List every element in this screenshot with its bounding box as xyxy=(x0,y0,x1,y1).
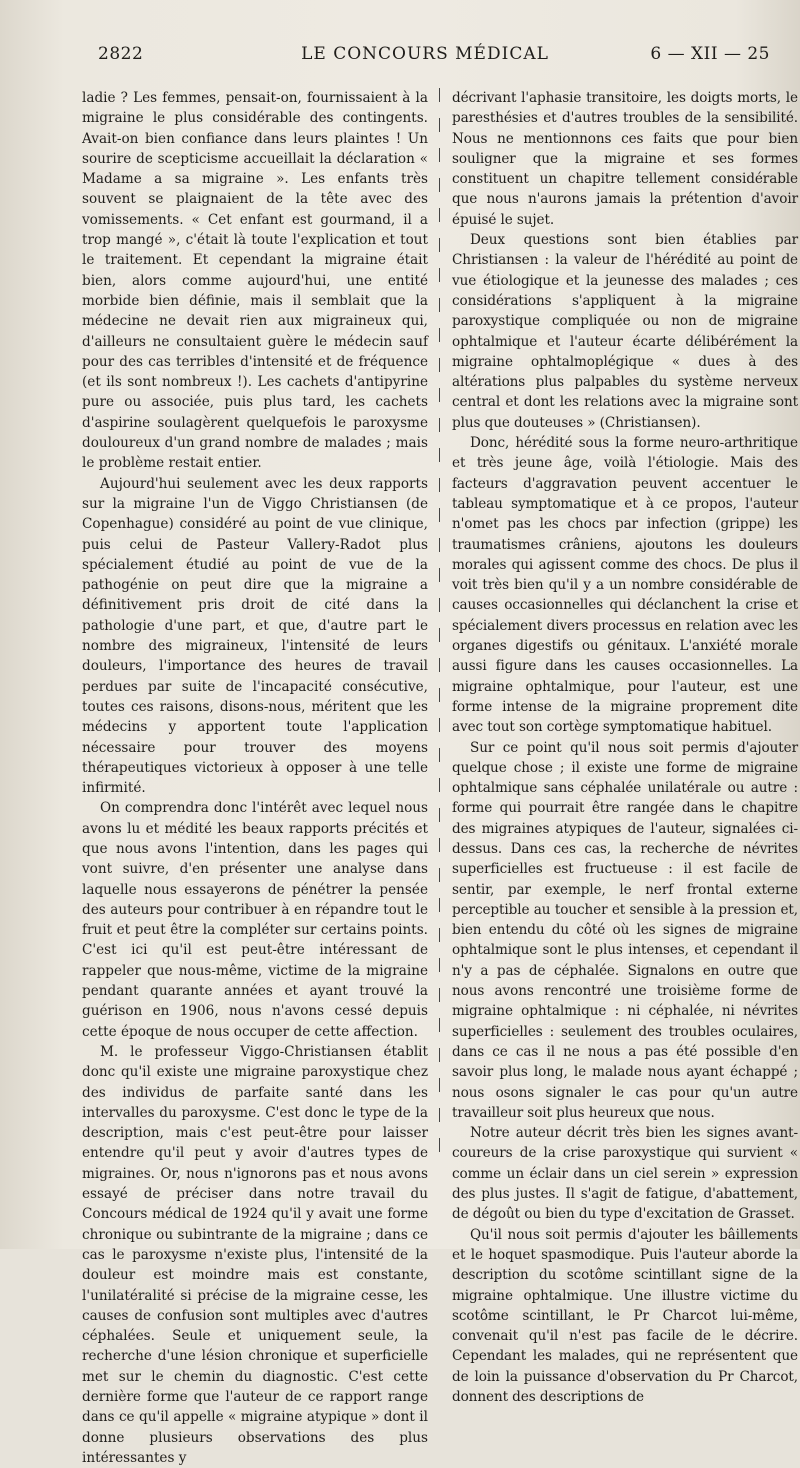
right-paragraph-2: Deux questions sont bien établies par Christiansen : la valeur de l'hérédité au point de vue étiologique et la jeunesse des malades ; ces considérations s'appliquent à la migraine paroxystique compliquée ou non de migraine ophtalmique et l'auteur écarte délibérément la migraine ophtalmoplégique « dues à des altérations plus palpables du système nerveux central et dont les relations avec la migraine sont plus que douteuses » (Christiansen). xyxy=(452,232,798,431)
left-column xyxy=(82,88,428,1468)
left-paragraph-2: Aujourd'hui seulement avec les deux rapports sur la migraine l'un de Viggo Christiansen (de Copenhague) considéré au point de vue clinique, puis celui de Pasteur Vallery-Radot plus spécialement étudié au point de vue de la pathogénie on peut dire que la migraine a définitivement pris droit de cité dans la pathologie d'une part, et que, d'autre part le nombre des migraineux, l'intensité de leurs douleurs, l'importance des heures de travail perdues par suite de l'incapacité consécutive, toutes ces raisons, disons-nous, méritent que les médecins y apportent toute l'application nécessaire pour trouver des moyens thérapeutiques victorieux à opposer à une telle infirmité. xyxy=(82,475,428,797)
page-header xyxy=(80,44,770,72)
left-paragraph-1: ladie ? Les femmes, pensait-on, fournissaient à la migraine le plus considérable des contingents. Avait-on bien confiance dans leurs plaintes ! Un sourire de scepticisme accueillait la déclaration « Madame a sa migraine ». Les enfants très souvent se plaignaient de la tête avec des vomissements. « Cet enfant est gourmand, il a trop mangé », c'était là toute l'explication et tout le traitement. Et cependant la migraine était bien, alors comme aujourd'hui, une entité morbide bien définie, mais il semblait que la médecine ne devait rien aux migraineux qui, d'ailleurs ne consultaient guère le médecin sauf pour des cas terribles d'intensité et de fréquence (et ils sont nombreux !). Les cachets d'antipyrine pure ou associée, puis plus tard, les cachets d'aspirine soulagèrent quelquefois le paroxysme douloureux d'un grand nombre de malades ; mais le problème restait entier. xyxy=(82,90,428,472)
page-number: 2822 xyxy=(98,44,144,64)
left-paragraph-4: M. le professeur Viggo-Christiansen établit donc qu'il existe une migraine paroxystique chez des individus de parfaite santé dans les intervalles du paroxysme. C'est donc le type de la description, mais c'est peut-être pour laisser entendre qu'il peut y avoir d'autres types de migraines. Or, nous n'ignorons pas et nous avons essayé de préciser dans notre travail du Concours médical de 1924 qu'il y avait une forme chronique ou subintrante de la migraine ; dans ce cas le paroxysme n'existe plus, l'intensité de la douleur est moindre mais est constante, l'unilatéralité si précise de la migraine cesse, les causes de confusion sont multiples avec d'autres céphalées. Seule et uniquement seule, la recherche d'une lésion chronique et superficielle met sur le chemin du diagnostic. C'est cette dernière forme que l'auteur de ce rapport range dans ce qu'il appelle « migraine atypique » dont il donne plusieurs observations des plus intéressantes y xyxy=(82,1043,428,1466)
journal-title: LE CONCOURS MÉDICAL xyxy=(301,44,549,64)
right-paragraph-6: Qu'il nous soit permis d'ajouter les bâillements et le hoquet spasmodique. Puis l'auteur aborde la description du scotôme scintillant signe de la migraine ophtalmique. Une illustre victime du scotôme scintillant, le Pr Charcot lui-même, convenait qu'il n'est pas facile de le décrire. Cependant les malades, qui ne représentent que de loin la puissance d'observation du Pr Charcot, donnent des descriptions de xyxy=(452,1226,798,1405)
right-column xyxy=(452,88,798,1407)
right-paragraph-3: Donc, hérédité sous la forme neuro-arthritique et très jeune âge, voilà l'étiologie. Mais des facteurs d'aggravation peuvent accentuer le tableau symptomatique et à ce propos, l'auteur n'omet pas les chocs par infection (grippe) les traumatismes crâniens, ajoutons les douleurs morales qui agissent comme des chocs. De plus il voit très bien qu'il y a un nombre considérable de causes occasionnelles qui déclanchent la crise et spécialement divers processus en relation avec les organes digestifs ou génitaux. L'anxiété morale aussi figure dans les causes occasionnelles. La migraine ophtalmique, pour l'auteur, est une forme intense de la migraine proprement dite avec tout son cortège symptomatique habituel. xyxy=(452,435,798,736)
right-paragraph-4: Sur ce point qu'il nous soit permis d'ajouter quelque chose ; il existe une forme de migraine ophtalmique sans céphalée unilatérale ou autre : forme qui pourrait être rangée dans le chapitre des migraines atypiques de l'auteur, signalées ci-dessus. Dans ces cas, la recherche de névrites superficielles est fructueuse : il est facile de sentir, par exemple, le nerf frontal externe perceptible au toucher et sensible à la pression et, bien entendu du côté où les signes de migraine ophtalmique sont le plus intenses, et cependant il n'y a pas de céphalée. Signalons en outre que nous avons rencontré une troisième forme de migraine ophtalmique : ni céphalée, ni névrites superficielles : seulement des troubles oculaires, dans ce cas il ne nous a pas été possible d'en savoir plus long, le malade nous ayant échappé ; nous osons signaler le cas pour qu'un autre travailleur soit plus heureux que nous. xyxy=(452,739,798,1121)
column-divider xyxy=(439,88,440,1168)
left-paragraph-3: On comprendra donc l'intérêt avec lequel nous avons lu et médité les beaux rapports précités et que nous avons l'intention, dans les pages qui vont suivre, d'en présenter une analyse dans laquelle nous essayerons de pénétrer la pensée des auteurs pour contribuer à en répandre tout le fruit et peut être la compléter sur certains points. C'est ici qu'il est peut-être intéressant de rappeler que nous-même, victime de la migraine pendant quarante années et ayant trouvé la guérison en 1906, nous n'avons cessé depuis cette époque de nous occuper de cette affection. xyxy=(82,800,428,1040)
issue-date: 6 — XII — 25 xyxy=(650,44,770,64)
right-paragraph-5: Notre auteur décrit très bien les signes avant-coureurs de la crise paroxystique qui survient « comme un éclair dans un ciel serein » expression des plus justes. Il s'agit de fatigue, d'abattement, de dégoût ou bien du type d'excitation de Grasset. xyxy=(452,1125,798,1223)
right-paragraph-1: décrivant l'aphasie transitoire, les doigts morts, le paresthésies et d'autres troubles de la sensibilité. Nous ne mentionnons ces faits que pour bien souligner que la migraine et ses formes constituent un chapitre tellement considérable que nous n'aurons jamais la prétention d'avoir épuisé le sujet. xyxy=(452,90,798,228)
